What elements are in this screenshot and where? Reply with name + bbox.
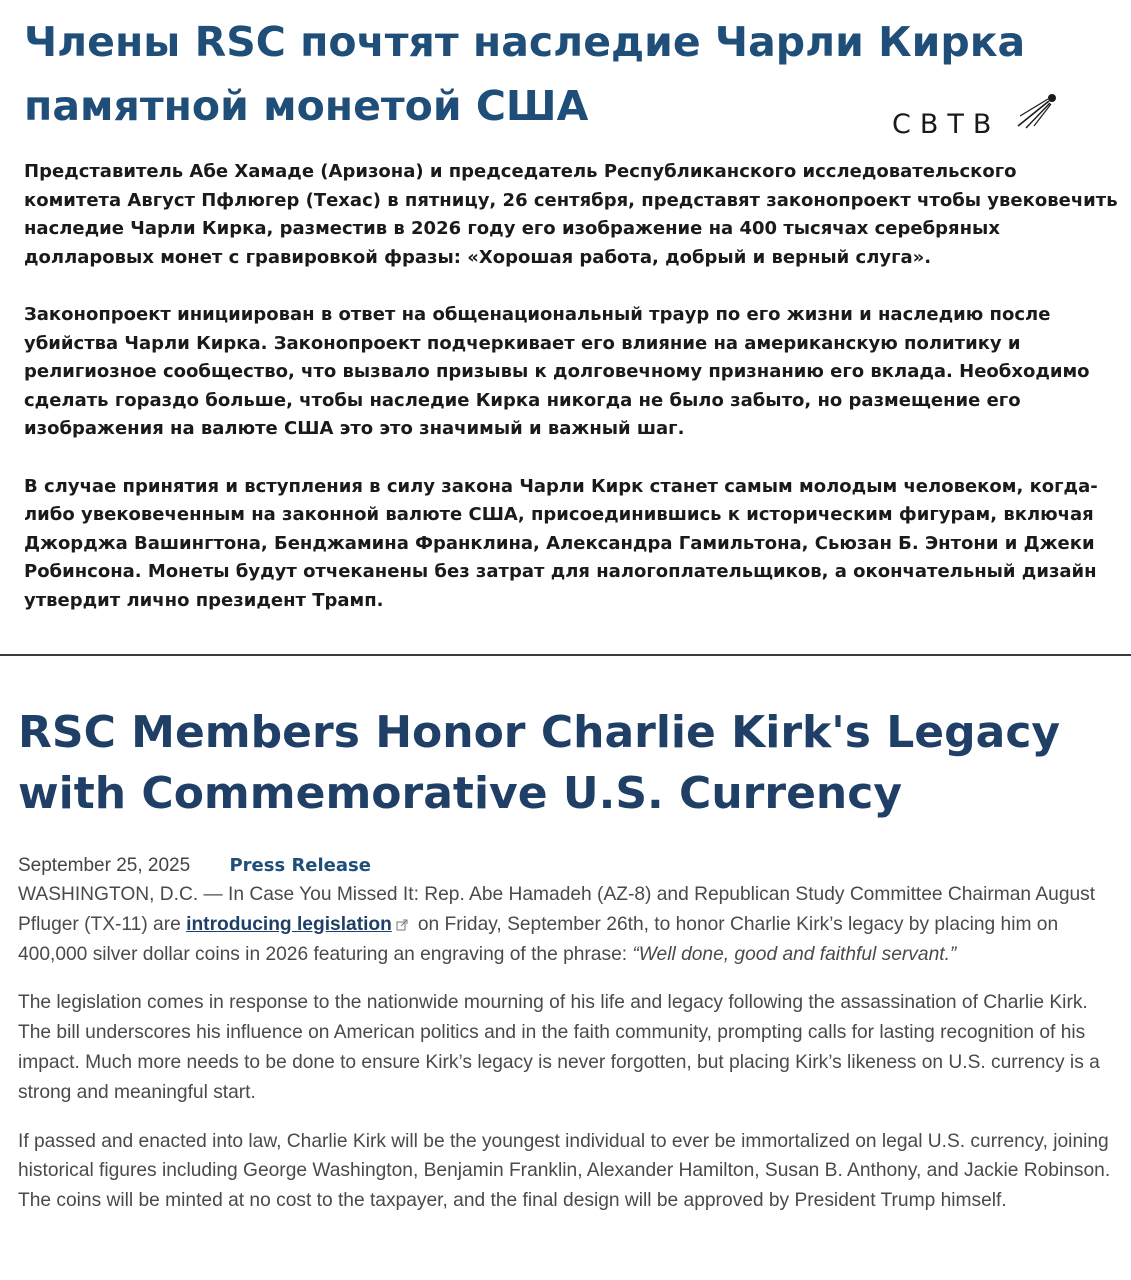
en-paragraph-1 bbox=[18, 880, 1113, 969]
article-meta bbox=[18, 853, 371, 879]
engraving-quote: “Well done, good and faithful servant.” bbox=[632, 943, 957, 965]
ru-paragraph-3: В случае принятия и вступления в силу закона Чарли Кирк станет самым молодым человеком, когда-либо увековеченным на законной валюте США, присоединившись к историческим фигурам, включая Джорджа Вашингтона, Бенджамина Франклина, Александра Гамильтона, Сьюзан Б. Энтони и Джеки Робинсона. Монеты будут отчеканены без затрат для налогоплательщиков, а окончательный дизайн утвердит лично президент Трамп. bbox=[24, 475, 1098, 611]
ru-paragraph-2: Законопроект инициирован в ответ на общенациональный траур по его жизни и наследию после убийства Чарли Кирка. Законопроект подчеркивает его влияние на американскую политику и религиозное сообщество, что вызвало призывы к долговечному признанию его вклада. Необходимо сделать гораздо больше, чтобы наследие Кирка никогда не было забыто, но размещение его изображения на валюте США это это значимый и важный шаг. bbox=[24, 303, 1090, 440]
publish-date: September 25, 2025 bbox=[18, 855, 191, 876]
en-p1-continuation: on Friday, September 26th, to honor Charlie Kirk’s legacy by placing him on 400,000 silver dollar coins in 2026 featuring an engraving of the phrase: bbox=[18, 913, 1059, 965]
logo-text: СВТВ bbox=[892, 109, 1001, 140]
en-article-body bbox=[18, 880, 1113, 1235]
ru-article-body bbox=[24, 158, 1119, 616]
english-press-release bbox=[0, 656, 1131, 1280]
ru-headline: Члены RSC почтят наследие Чарли Кирка памятной монетой США bbox=[24, 18, 1026, 130]
sputnik-spark-icon bbox=[1016, 90, 1060, 130]
en-p1-intro: WASHINGTON, D.C. — In Case You Missed It: Rep. Abe Hamadeh (AZ-8) and Republican Study Committee Chairman August Pfluger (TX-11) are bbox=[18, 884, 1096, 935]
channel-logo bbox=[888, 88, 1060, 144]
en-paragraph-2: The legislation comes in response to the nationwide mourning of his life and legacy following the assassination of Charlie Kirk. The bill underscores his influence on American politics and in the faith community, prompting calls for lasting recognition of his impact. Much more needs to be done to ensure Kirk’s legacy is never forgotten, but placing Kirk’s likeness on U.S. currency is a strong and meaningful start. bbox=[18, 992, 1100, 1103]
ru-paragraph-1: Представитель Абе Хамаде (Аризона) и председатель Республиканского исследовательского комитета Август Пфлюгер (Техас) в пятницу, 26 сентября, представят законопроект чтобы увековечить наследие Чарли Кирка, разместив в 2026 году его изображение на 400 тысячах серебряных долларовых монет с гравировкой фразы: «Хорошая работа, добрый и верный слуга». bbox=[24, 161, 1118, 268]
press-release-category-link[interactable]: Press Release bbox=[229, 855, 371, 876]
en-paragraph-3: If passed and enacted into law, Charlie Kirk will be the youngest individual to ever be immortalized on legal U.S. currency, joining historical figures including George Washington, Benjamin Franklin, Alexander Hamilton, Susan B. Anthony, and Jackie Robinson. The coins will be minted at no cost to the taxpayer, and the final design will be approved by President Trump himself. bbox=[18, 1130, 1111, 1212]
external-link-icon bbox=[396, 919, 408, 931]
introducing-legislation-link[interactable]: introducing legislation bbox=[186, 913, 392, 935]
en-headline: RSC Members Honor Charlie Kirk's Legacy with Commemorative U.S. Currency bbox=[18, 707, 1061, 819]
